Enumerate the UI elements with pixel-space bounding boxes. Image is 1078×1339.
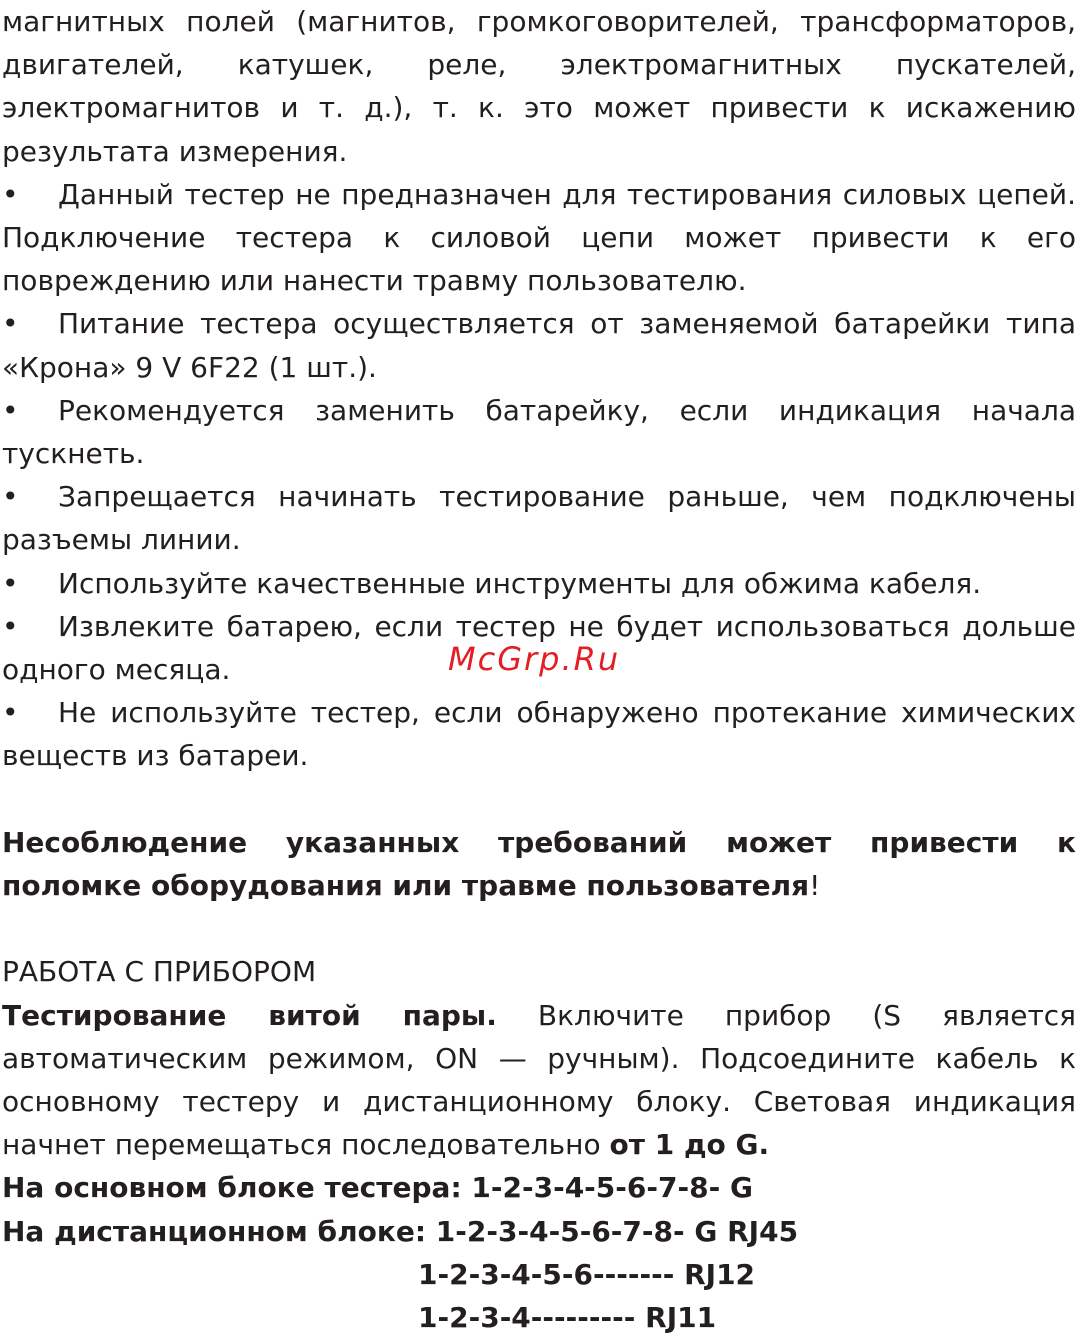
twisted-pair-label: Тестирование витой пары. xyxy=(2,998,497,1032)
twisted-pair-text: Включите прибор (S является автоматическим режимом, ON — ручным). Подсоедините кабель к основному тестеру и дистанционному блоку. Световая индикация начнет перемещаться последовательно xyxy=(2,998,1076,1162)
bullet-item: Не используйте тестер, если обнаружено протекание химических веществ из батареи. xyxy=(2,696,1076,773)
bullet-marker: • xyxy=(2,566,19,600)
remote-unit-sequence-rj12: 1-2-3-4-5-6------- RJ12 xyxy=(418,1257,756,1291)
intro-paragraph: магнитных полей (магнитов, громкоговорителей, трансформаторов, двигателей, катушек, реле, электромагнитных пускателей, электромагнитов и т. д.), т. к. это может привести к искажению результата измерения. xyxy=(2,5,1076,168)
warning-exclamation: ! xyxy=(809,869,821,902)
bullet-marker: • xyxy=(2,480,19,514)
main-unit-line xyxy=(2,1166,753,1209)
bullet-item: Питание тестера осуществляется от заменяемой батарейки типа «Крона» 9 V 6F22 (1 шт.). xyxy=(2,307,1076,384)
bullet-item: Извлеките батарею, если тестер не будет использоваться дольше одного месяца. xyxy=(2,609,1076,686)
bullet-marker: • xyxy=(2,609,19,643)
twisted-pair-emphasis: от 1 до G. xyxy=(609,1128,770,1162)
remote-unit-label: На дистанционном блоке: xyxy=(2,1214,427,1248)
warning-text: Несоблюдение указанных требований может привести к поломке оборудования или травме пользователя xyxy=(2,825,1076,902)
bullet-marker: • xyxy=(2,307,19,341)
section-title: РАБОТА С ПРИБОРОМ xyxy=(2,955,317,989)
bullet-item: Используйте качественные инструменты для обжима кабеля. xyxy=(58,566,982,600)
bullet-marker: • xyxy=(2,696,19,730)
remote-unit-sequence-rj45: 1-2-3-4-5-6-7-8- G RJ45 xyxy=(435,1214,799,1248)
bullet-item: Рекомендуется заменить батарейку, если индикация начала тускнеть. xyxy=(2,393,1076,470)
bullet-marker: • xyxy=(2,177,19,211)
main-unit-sequence: 1-2-3-4-5-6-7-8- G xyxy=(471,1171,753,1205)
warning-paragraph xyxy=(2,821,1076,907)
remote-unit-sequence-rj11: 1-2-3-4--------- RJ11 xyxy=(418,1301,717,1334)
watermark: McGrp.Ru xyxy=(448,640,621,678)
bullet-item: Данный тестер не предназначен для тестирования силовых цепей. Подключение тестера к силовой цепи может привести к его повреждению или нанести травму пользователю. xyxy=(2,177,1076,298)
twisted-pair-paragraph xyxy=(2,994,1076,1167)
main-unit-label: На основном блоке тестера: xyxy=(2,1171,462,1205)
remote-unit-line xyxy=(2,1210,798,1253)
bullet-item: Запрещается начинать тестирование раньше, чем подключены разъемы линии. xyxy=(2,480,1076,557)
bullet-marker: • xyxy=(2,393,19,427)
